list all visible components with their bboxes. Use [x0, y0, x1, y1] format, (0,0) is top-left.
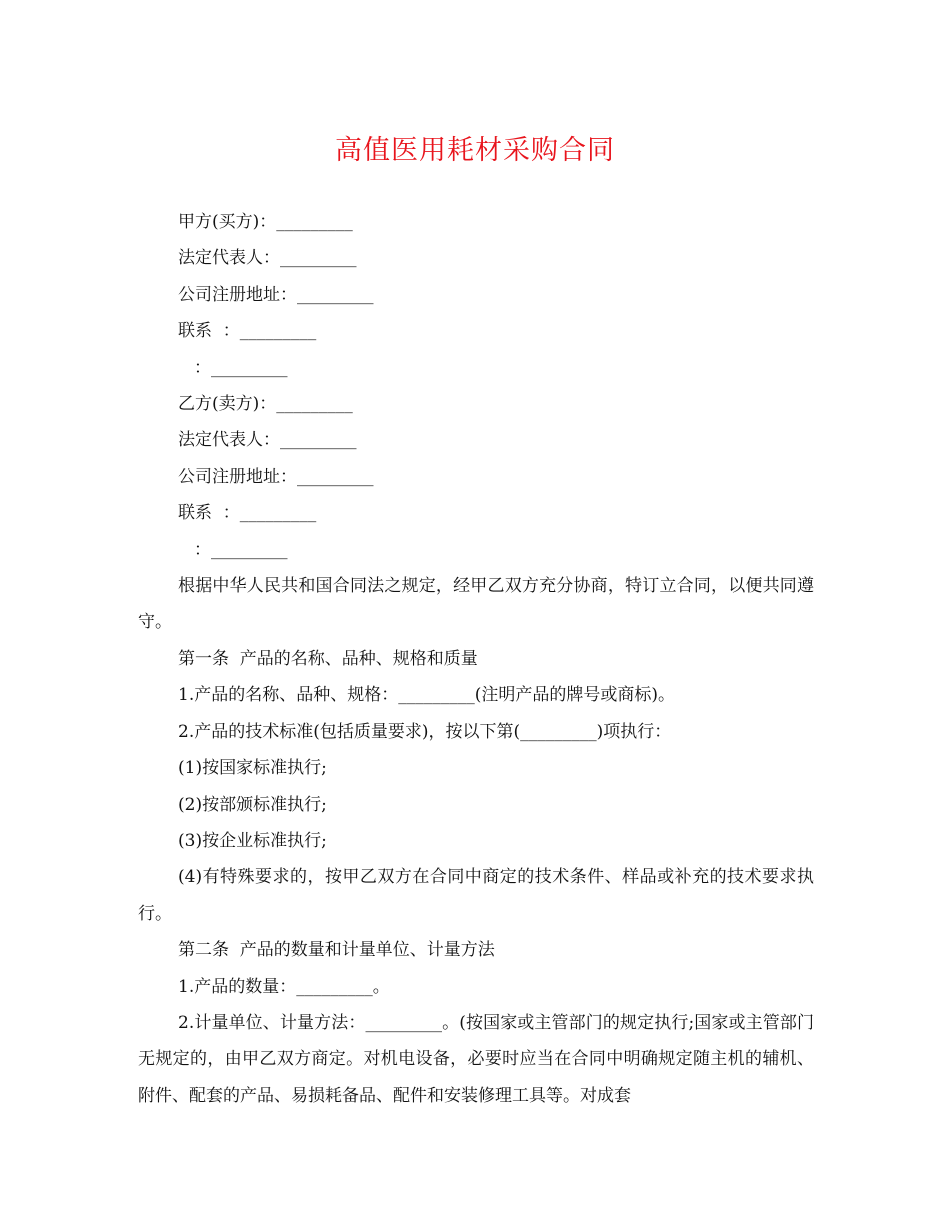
article-2-item-1: 1.产品的数量：_________。	[178, 976, 390, 997]
party-a-representative: 法定代表人：_________	[178, 248, 357, 269]
article-1-sub-4: (4)有特殊要求的，按甲乙双方在合同中商定的技术条件、样品或补充的技术要求执行。	[138, 867, 814, 924]
party-a-contact: 联系 ：_________	[178, 321, 317, 342]
contract-body	[138, 204, 814, 1114]
party-b-address: 公司注册地址：_________	[178, 466, 374, 487]
party-a-address: 公司注册地址：_________	[178, 284, 374, 305]
document-title: 高值医用耗材采购合同	[335, 135, 615, 166]
party-b-blank-line: ：_________	[194, 539, 288, 560]
preamble-paragraph: 根据中华人民共和国合同法之规定，经甲乙双方充分协商，特订立合同，以便共同遵守。	[138, 576, 814, 633]
party-b-name: 乙方(卖方)：_________	[178, 394, 353, 415]
article-1-heading: 第一条 产品的名称、品种、规格和质量	[178, 648, 478, 669]
party-a-blank-line: ：_________	[194, 357, 288, 378]
article-1-sub-1: (1)按国家标准执行;	[178, 758, 327, 779]
article-1-sub-2: (2)按部颁标准执行;	[178, 794, 327, 815]
party-a-name: 甲方(买方)：_________	[178, 212, 353, 232]
party-b-contact: 联系 ：_________	[178, 503, 317, 524]
article-1-sub-3: (3)按企业标准执行;	[178, 830, 327, 851]
party-b-representative: 法定代表人：_________	[178, 430, 357, 451]
article-2-heading: 第二条 产品的数量和计量单位、计量方法	[178, 940, 495, 961]
article-1-item-2: 2.产品的技术标准(包括质量要求)，按以下第(_________)项执行：	[178, 721, 672, 742]
article-1-item-1: 1.产品的名称、品种、规格：_________(注明产品的牌号或商标)。	[178, 685, 675, 706]
article-2-item-2: 2.计量单位、计量方法：_________。(按国家或主管部门的规定执行;国家或主管部门无规定的，由甲乙双方商定。对机电设备，必要时应当在合同中明确规定随主机的辅机、附件、配套的产品、易损耗备品、配件和安装修理工具等。对成套	[138, 1012, 814, 1106]
